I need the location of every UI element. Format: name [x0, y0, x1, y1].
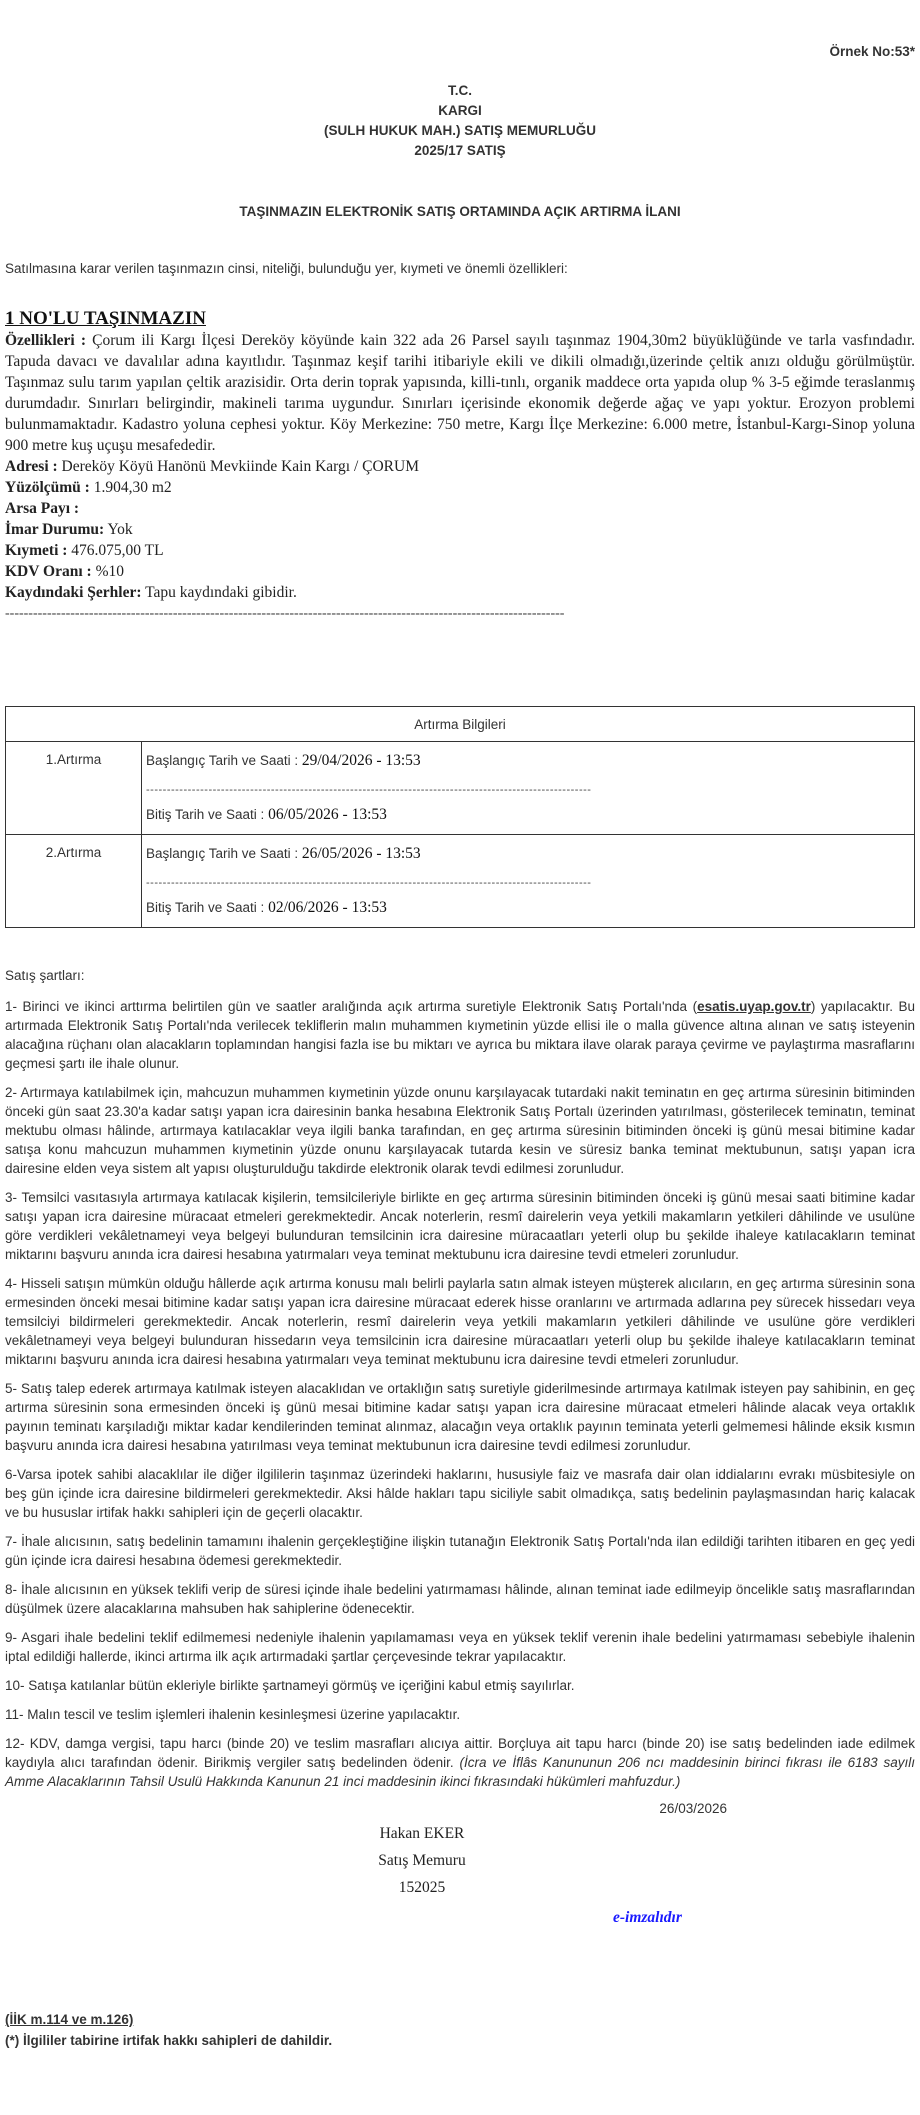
condition-1-text-end: ) yapılacaktır. Bu artırmada Elektronik Satış Portalı'nda verilecek tekliflerin malın muhammen kıymetinin yüzde ellisi ile o malla güvence altına alınan ve satış isteyenin alacağına rüçhanı olan alacakların toplamından hangisi fazla ise bu miktarı ve ayrıca bu miktara ilave olarak paraya çevirme ve paylaştırma masraflarını geçmesi şartı ile ihale olunur.	[5, 999, 915, 1071]
property-vat	[5, 561, 915, 582]
condition-5: 5- Satış talep ederek artırmaya katılmak isteyen alacaklıdan ve ortaklığın satış suretiyle giderilmesinde artırmaya katılmak isteyen pay sahibinin, en geç artırma süresinin sona ermesinden önceki iş günü mesai bitimine kadar satışı yapan icra dairesine müracaat etmeleri hâlinde alacak veya ortaklık payının teminatı karşıladığı miktar kadar kendilerinden teminat alınmaz, alacağın veya ortaklık payının teminata yeterli gelmemesi hâlinde eksik kısmın başvuru anında icra dairesi hesabına yatırılması veya teminat mektubunun icra dairesine tevdi edilmesi zorunludur.	[5, 1381, 915, 1453]
property-value	[5, 540, 915, 561]
conditions-title: Satış şartları:	[5, 968, 85, 983]
property-heading: 1 NO'LU TAŞINMAZIN	[5, 308, 206, 329]
end-value: 06/05/2026 - 13:53	[268, 806, 387, 823]
auction-start-1	[146, 752, 910, 770]
property-zoning	[5, 519, 915, 540]
condition-6: 6-Varsa ipotek sahibi alacaklılar ile diğer ilgililerin taşınmaz üzerindeki haklarını, hususiyle faiz ve masrafa dair olan iddialarını evrakı müsbitesiyle on beş gün içinde icra dairesine bildirmeleri gerekmektedir. Aksi hâlde hakları tapu siciliyle sabit olmadıkça, satış bedelinin paylaşmasından hariç kalacak ve bu hususlar irtifak hakkı sahipleri için de geçerli olacaktır.	[5, 1467, 915, 1520]
value-label: Kıymeti :	[5, 542, 68, 559]
condition-12	[5, 1734, 915, 1791]
auction-start-2	[146, 845, 910, 863]
auction-table-header: Artırma Bilgileri	[6, 707, 915, 742]
condition-1	[5, 997, 915, 1073]
end-label: Bitiş Tarih ve Saati :	[146, 807, 269, 822]
ilan-title: TAŞINMAZIN ELEKTRONİK SATIŞ ORTAMINDA AÇIK ARTIRMA İLANI	[239, 204, 681, 219]
condition-2: 2- Artırmaya katılabilmek için, mahcuzun muhammen kıymetinin yüzde onunu karşılayacak tutardaki nakit teminatın en geç artırma süresinin bitiminden önceki gün saat 23.30'a kadar satışı yapan icra dairesinin banka hesabına Elektronik Satış Portalı üzerinden yatırılması, gösterilecek teminatın, teminat mektubu olması hâlinde, artırmaya katılacaklar veya ilgili banka tarafından, en geç artırma süresinin bitiminden önceki iş günü mesai bitimine kadar satışa konu mahcuzun muhammen kıymetinin yüzde onunu karşılayacak tutarda kesin ve süresiz banka teminat mektubunun, satışı yapan icra dairesine elden veya sistem alt yapısı oluşturulduğu takdirde elektronik olarak tevdi edilmesi zorunludur.	[5, 1085, 915, 1176]
auction-row-1	[6, 742, 915, 835]
auction-row-2	[6, 835, 915, 928]
area-label: Yüzölçümü :	[5, 479, 90, 496]
vat-value: %10	[91, 563, 124, 580]
start-value: 29/04/2026 - 13:53	[301, 752, 421, 769]
header-line-file-no: 2025/17 SATIŞ	[414, 143, 506, 158]
law-reference-text: (İİK m.114 ve m.126)	[5, 2012, 134, 2027]
features-label: Özellikleri :	[5, 332, 87, 349]
land-share-label: Arsa Payı :	[5, 500, 80, 517]
property-land-share	[5, 498, 915, 519]
condition-12-text: 12- KDV, damga vergisi, tapu harcı (binde 20) ve teslim masrafları alıcıya aittir. Borçluya ait tapu harcı (binde 20) ise satış bedelinden iade edilmek kaydıyla alıcı tarafından ödenir. Birikmiş vergiler satış bedelinden ödenir.	[5, 1736, 915, 1770]
condition-4: 4- Hisseli satışın mümkün olduğu hâllerde açık artırma konusu malı belirli paylarla satın almak isteyen müşterek alıcıların, en geç artırma süresinin sona ermesinden önceki mesai bitimine kadar satışı yapan icra dairesine müracaat ederek hisse oranlarını ve artırmada adlarına pey sürecek hissedarı veya temsilciyi bildirmeleri gerekmektedir. Ancak noterlerin, resmî dairelerin veya yetkili makamların yetkileri dâhilinde ve usulüne göre verdikleri vekâletnameyi veya belgeyi bulunduran hissedarın veya temsilcinin icra dairesine müracaatları yeterli olup bu şekilde ihaleye katılacakların teminat miktarını başvuru anında icra dairesi hesabına yatırmaları veya teminat mektubunu icra dairesine tevdi etmeleri zorunludur.	[5, 1276, 915, 1367]
auction-end-2	[146, 899, 910, 917]
signer-name: Hakan EKER	[379, 1825, 465, 1842]
header-line-tc: T.C.	[447, 83, 472, 98]
auction-label-1: 1.Artırma	[6, 742, 142, 835]
end-value: 02/06/2026 - 13:53	[268, 899, 387, 916]
zoning-label: İmar Durumu:	[5, 521, 105, 538]
intro-text: Satılmasına karar verilen taşınmazın cinsi, niteliği, bulunduğu yer, kıymeti ve önemli özellikleri:	[5, 261, 568, 276]
annotations-value: Tapu kaydındaki gibidir.	[141, 584, 297, 601]
annotations-label: Kaydındaki Şerhler:	[5, 584, 142, 601]
address-value: Dereköy Köyü Hanönü Mevkiinde Kain Kargı / ÇORUM	[57, 458, 420, 475]
condition-9: 9- Asgari ihale bedelini teklif edilmemesi nedeniyle ihalenin yapılamaması veya en yüksek teklif verenin ihale bedelini yatırmaması sebebiyle ihalenin iptal edildiği hallerde, ikinci artırma ilk açık artırmadaki şartlar çerçevesinde tekrar yapılacaktır.	[5, 1630, 915, 1664]
document-date: 26/03/2026	[659, 1801, 727, 1816]
property-details	[5, 330, 915, 624]
document-header	[5, 81, 915, 161]
e-signature-mark: e-imzalıdır	[613, 1909, 682, 1926]
signature-block	[322, 1825, 522, 1897]
auction-dates-1	[142, 742, 915, 835]
document-page	[5, 0, 915, 2048]
condition-8: 8- İhale alıcısının en yüksek teklifi verip de süresi içinde ihale bedelini yatırmaması hâlinde, alınan teminat iade edilmeyip öncelikle satış masraflarından düşülmek üzere alacaklarına mahsuben hak sahiplerine ödenecektir.	[5, 1582, 915, 1616]
footer-note: (*) İlgililer tabirine irtifak hakkı sahipleri de dahildir.	[5, 2033, 333, 2048]
start-label: Başlangıç Tarih ve Saati :	[146, 753, 302, 768]
signer-number: 152025	[398, 1879, 446, 1896]
auction-separator-1: -----------------------------------------------------------------------------------------------------------	[146, 784, 592, 796]
footer-law-reference	[5, 2012, 915, 2027]
property-features	[5, 330, 915, 456]
conditions-list	[5, 997, 915, 1791]
auction-dates-2	[142, 835, 915, 928]
condition-10: 10- Satışa katılanlar bütün ekleriyle birlikte şartnameyi görmüş ve içeriğini kabul etmiş sayılırlar.	[5, 1678, 575, 1693]
value-amount: 476.075,00 TL	[67, 542, 164, 559]
auction-table	[5, 706, 915, 928]
end-label: Bitiş Tarih ve Saati :	[146, 900, 269, 915]
ornek-no: Örnek No:53*	[829, 44, 915, 59]
condition-1-text: 1- Birinci ve ikinci arttırma belirtilen gün ve saatler aralığında açık artırma suretiyle Elektronik Satış Portalı'nda (	[5, 999, 698, 1014]
start-label: Başlangıç Tarih ve Saati :	[146, 846, 302, 861]
condition-11: 11- Malın tescil ve teslim işlemleri ihalenin kesinleşmesi üzerine yapılacaktır.	[5, 1707, 461, 1722]
auction-label-2: 2.Artırma	[6, 835, 142, 928]
auction-separator-2: -----------------------------------------------------------------------------------------------------------	[146, 877, 592, 889]
signer-title: Satış Memuru	[378, 1852, 466, 1869]
address-label: Adresi :	[5, 458, 58, 475]
header-line-kargi: KARGI	[438, 103, 482, 118]
property-area	[5, 477, 915, 498]
area-value: 1.904,30 m2	[89, 479, 172, 496]
condition-7: 7- İhale alıcısının, satış bedelinin tamamını ihalenin gerçekleştiğine ilişkin tutanağın Elektronik Satış Portalı'nda ilan edildiği tarihten itibaren en geç yedi gün içinde icra dairesi hesabına ödemesi gerekmektedir.	[5, 1534, 915, 1568]
property-annotations	[5, 582, 915, 603]
header-line-office: (SULH HUKUK MAH.) SATIŞ MEMURLUĞU	[324, 123, 596, 138]
features-value: Çorum ili Kargı İlçesi Dereköy köyünde kain 322 ada 26 Parsel sayılı taşınmaz 1904,30m2 büyüklüğünde ve tarla vasfındadır. Tapuda davacı ve davalılar adına kayıtlıdır. Taşınmaz keşif tarihi itibariyle ekili ve dikili olmadığı,üzerinde çeltik anızı olduğu görülmüştür. Taşınmaz sulu tarım yapılan çeltik arazisidir. Orta derin toprak yapısında, killi-tınlı, organik maddece orta yapıda olup % 3-5 eğimde teraslanmış durumdadır. Sınırları belirgindir, makineli tarıma uygundur. Sınırları içerisinde ekonomik değerde ağaç ve yapı yoktur. Erozyon problemi bulunmamaktadır. Kadastro yoluna cephesi yoktur. Köy Merkezine: 750 metre, Kargı İlçe Merkezine: 6.000 metre, İstanbul-Kargı-Sinop yoluna 900 metre kuş uçuşu mesafededir.	[5, 332, 915, 454]
auction-end-1	[146, 806, 910, 824]
property-address	[5, 456, 915, 477]
property-divider: ------------------------------------------------------------------------------------------------------------------------	[5, 606, 565, 621]
condition-12-legal-note: (İcra ve İflâs Kanununun 206 ncı maddesinin birinci fıkrası ile 6183 sayılı Amme Alacaklarının Tahsil Usulü Hakkında Kanunun 21 inci maddesinin ikinci fıkrasındaki hükümleri mahfuzdur.)	[5, 1755, 916, 1789]
esatis-link[interactable]: esatis.uyap.gov.tr	[697, 999, 811, 1014]
zoning-value: Yok	[104, 521, 133, 538]
condition-3: 3- Temsilci vasıtasıyla artırmaya katılacak kişilerin, temsilcileriyle birlikte en geç artırma süresinin bitiminden önceki iş günü mesai saati bitimine kadar satışı yapan icra dairesine müracaat etmeleri gerekmektedir. Ancak noterlerin, resmî dairelerin veya yetkili makamların yetkileri dâhilinde ve usulüne göre verdikleri vekâletnameyi veya belgeyi bulunduran temsilcinin icra dairesine müracaatları yeterli olup bu şekilde ihaleye katılacakların teminat miktarını başvuru anında icra dairesi hesabına yatırmaları veya teminat mektubunu icra dairesine tevdi etmeleri zorunludur.	[5, 1190, 915, 1262]
start-value: 26/05/2026 - 13:53	[301, 845, 421, 862]
vat-label: KDV Oranı :	[5, 563, 92, 580]
